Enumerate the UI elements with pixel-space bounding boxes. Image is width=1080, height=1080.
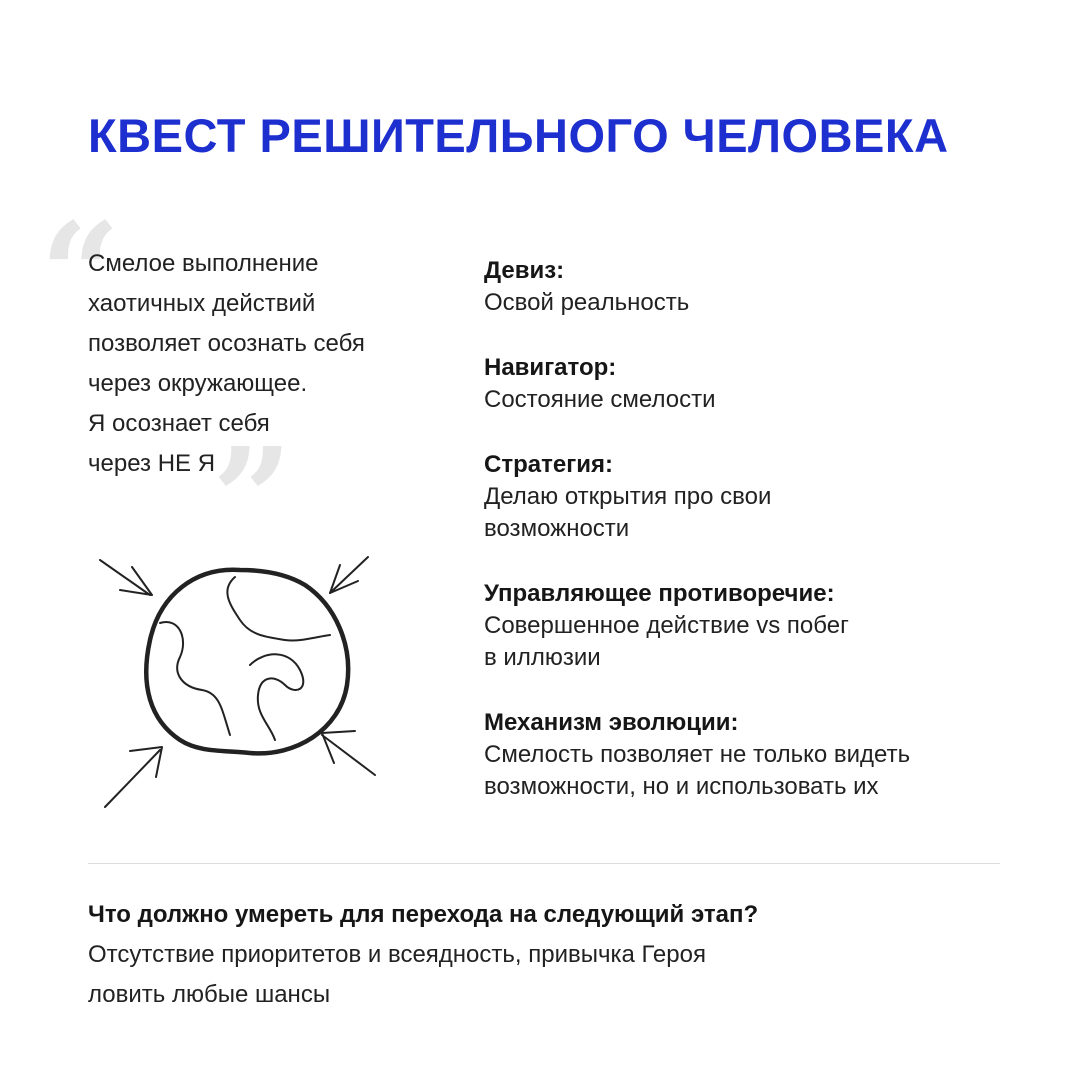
info-value-line: Делаю открытия про свои [484,483,772,510]
info-value-line: Освой реальность [484,289,690,316]
info-item-strategy [484,449,1044,545]
info-value-line: Смелость позволяет не только видеть [484,741,911,768]
info-value [484,384,1044,416]
bottom-section [88,895,1008,1015]
bottom-answer [88,935,1008,1015]
info-value [484,481,1044,545]
info-list [484,255,1044,836]
open-quote-mark: “ [40,193,121,357]
divider [88,863,1000,864]
info-item-contradiction [484,578,1044,674]
info-value-line: Совершенное действие vs побег [484,612,849,639]
info-value-line: возможности, но и использовать их [484,773,879,800]
info-item-motto [484,255,1044,319]
info-value [484,287,1044,319]
info-value [484,610,1044,674]
info-label: Девиз: [484,257,565,284]
globe-with-inward-arrows-icon [90,545,380,815]
info-item-evolution [484,707,1044,803]
quote-line: через окружающее. [88,370,308,397]
info-label: Навигатор: [484,354,617,381]
bottom-question: Что должно умереть для перехода на следующий этап? [88,901,759,928]
info-label: Стратегия: [484,451,613,478]
page-title: КВЕСТ РЕШИТЕЛЬНОГО ЧЕЛОВЕКА [88,109,949,162]
info-label: Управляющее противоречие: [484,580,835,607]
quote-line: через НЕ Я [88,450,216,477]
info-value-line: Состояние смелости [484,386,716,413]
quote-line: Я осознает себя [88,410,270,437]
info-value [484,739,1044,803]
info-label: Механизм эволюции: [484,709,739,736]
bottom-answer-line: ловить любые шансы [88,981,331,1008]
info-value-line: в иллюзии [484,644,601,671]
info-value-line: возможности [484,515,630,542]
info-item-navigator [484,352,1044,416]
quote-line: хаотичных действий [88,290,316,317]
quote-line: позволяет осознать себя [88,330,365,357]
bottom-answer-line: Отсутствие приоритетов и всеядность, привычка Героя [88,941,706,968]
close-quote-mark: ” [212,418,293,582]
quote-line: Смелое выполнение [88,250,319,277]
